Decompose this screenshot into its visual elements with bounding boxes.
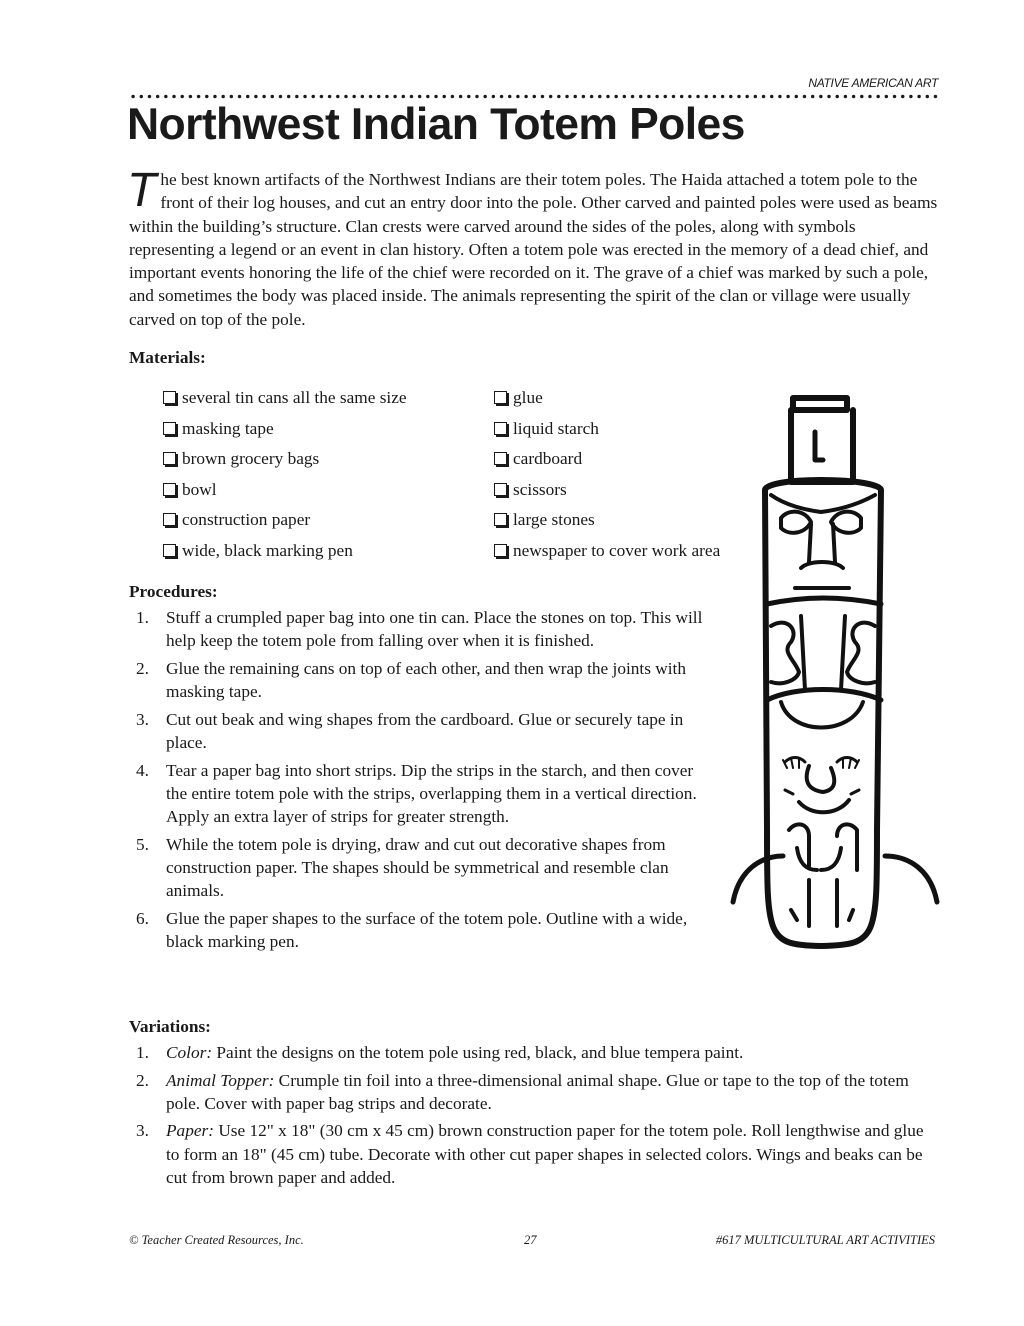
checkbox-icon bbox=[163, 452, 176, 465]
material-item: brown grocery bags bbox=[163, 449, 319, 469]
footer-book-title: #617 MULTICULTURAL ART ACTIVITIES bbox=[715, 1233, 935, 1247]
procedure-step: 5. While the totem pole is drying, draw and cut out decorative shapes from construction paper. The shapes should be symmetrical and resemble clan animals. bbox=[136, 834, 669, 901]
checkbox-icon bbox=[163, 422, 176, 435]
intro-text: he best known artifacts of the Northwest Indians are their totem poles. The Haida attached a totem pole to the front of their log houses, and cut an entry door into the pole. Other carved and painted poles were used as beams within the building’s structure. Clan crests were carved around the sides of the poles, along with symbols representing a legend or an event in clan history. Often a totem pole was erected in the memory of a dead chief, and important events honoring the life of the chief were recorded on it. The grave of a chief was marked by such a pole, and sometimes the body was placed inside. The animals representing the spirit of the clan or village were usually carved on top of the pole. bbox=[129, 170, 938, 329]
checkbox-icon bbox=[494, 452, 507, 465]
material-item: wide, black marking pen bbox=[163, 541, 353, 561]
procedure-step: 3. Cut out beak and wing shapes from the cardboard. Glue or securely tape in place. bbox=[136, 709, 684, 753]
checkbox-icon bbox=[163, 544, 176, 557]
material-item: construction paper bbox=[163, 510, 310, 530]
totem-top-head bbox=[791, 410, 853, 482]
checkbox-icon bbox=[494, 422, 507, 435]
procedure-step: 6. Glue the paper shapes to the surface of the totem pole. Outline with a wide, black marking pen. bbox=[136, 909, 688, 952]
checkbox-icon bbox=[494, 483, 507, 496]
dotted-rule bbox=[129, 94, 939, 99]
material-item: bowl bbox=[163, 480, 217, 500]
variations-heading: Variations: bbox=[129, 1017, 211, 1036]
checkbox-icon bbox=[494, 513, 507, 526]
procedure-step: 2. Glue the remaining cans on top of each other, and then wrap the joints with masking tape. bbox=[136, 658, 686, 702]
procedure-step: 1. Stuff a crumpled paper bag into one tin can. Place the stones on top. This will help keep the totem pole from falling over when it is finished. bbox=[136, 608, 703, 651]
procedures-list bbox=[129, 606, 704, 958]
drop-cap: T bbox=[127, 164, 157, 217]
material-item: cardboard bbox=[494, 449, 582, 469]
variations-list bbox=[129, 1041, 941, 1194]
page-title: Northwest Indian Totem Poles bbox=[127, 100, 745, 149]
checkbox-icon bbox=[163, 513, 176, 526]
materials-heading: Materials: bbox=[129, 348, 206, 367]
material-item: liquid starch bbox=[494, 419, 599, 439]
variation-item: 2. Animal Topper: Crumple tin foil into a three-dimensional animal shape. Glue or tape to the top of the totem pole. Cover with paper bag strips and decorate. bbox=[136, 1070, 909, 1113]
totem-pole-illustration bbox=[725, 390, 945, 960]
material-item: scissors bbox=[494, 480, 567, 500]
footer-page-number: 27 bbox=[524, 1233, 537, 1247]
checkbox-icon bbox=[494, 391, 507, 404]
section-kicker: NATIVE AMERICAN ART bbox=[808, 76, 938, 90]
material-item: newspaper to cover work area bbox=[494, 541, 720, 561]
material-item: several tin cans all the same size bbox=[163, 388, 407, 408]
variation-item: 1. Color: Paint the designs on the totem pole using red, black, and blue tempera paint. bbox=[136, 1043, 744, 1062]
checkbox-icon bbox=[163, 483, 176, 496]
material-item: masking tape bbox=[163, 419, 274, 439]
footer-copyright: © Teacher Created Resources, Inc. bbox=[129, 1233, 304, 1247]
checkbox-icon bbox=[494, 544, 507, 557]
procedure-step: 4. Tear a paper bag into short strips. Dip the strips in the starch, and then cover the entire totem pole with the strips, overlapping them in a vertical direction. Apply an extra layer of strips for greater strength. bbox=[136, 760, 697, 827]
checkbox-icon bbox=[163, 391, 176, 404]
intro-paragraph bbox=[127, 164, 941, 331]
variation-item: 3. Paper: Use 12" x 18" (30 cm x 45 cm) brown construction paper for the totem pole. Roll lengthwise and glue to form an 18" (45 cm) tube. Decorate with other cut paper shapes in selected colors. Wings and beaks can be cut from brown paper and added. bbox=[136, 1121, 924, 1188]
material-item: large stones bbox=[494, 510, 595, 530]
procedures-heading: Procedures: bbox=[129, 582, 218, 601]
totem-top-block bbox=[793, 398, 847, 410]
material-item: glue bbox=[494, 388, 543, 408]
